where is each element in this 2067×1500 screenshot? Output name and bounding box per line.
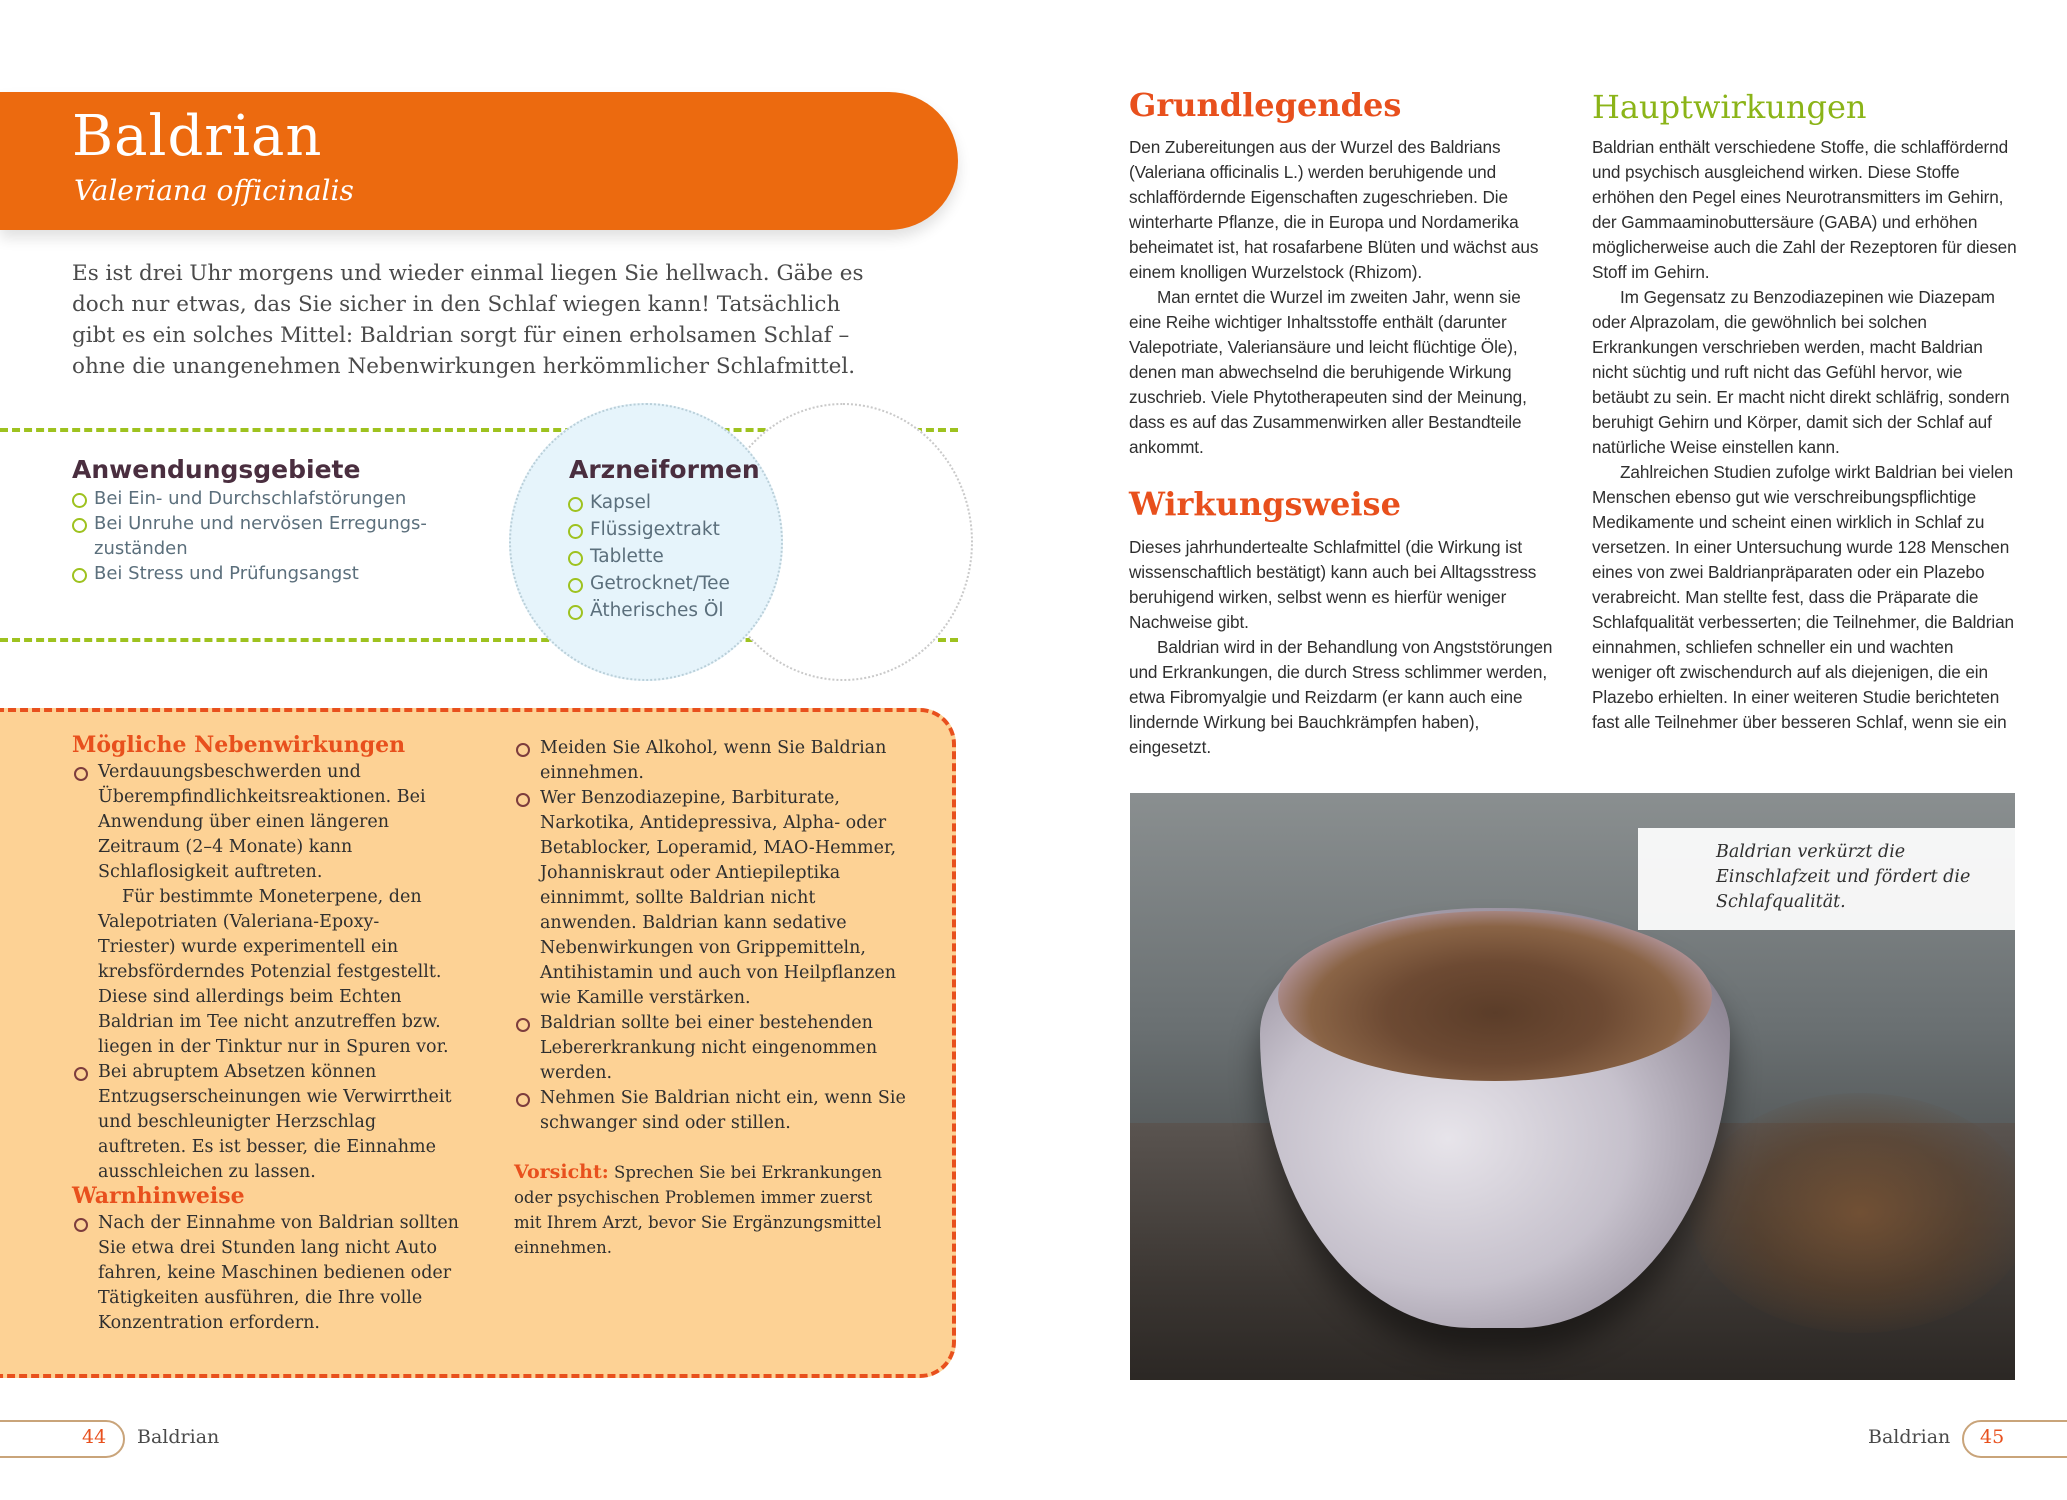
title-banner [0, 92, 958, 230]
paragraph: Baldrian enthält verschiedene Stoffe, die schlaffördernd und psychisch ausgleichend wirken. Diese Stoffe erhöhen den Pegel eines Neurotransmitters im Gehirn, der Gammaaminobuttersäure (GABA) und erhöhen möglicherweise auch die Zahl der Rezeptoren für diesen Stoff im Gehirn. [1592, 137, 2017, 282]
arzneiformen-list [568, 489, 778, 624]
list-item: Kapsel [568, 489, 778, 516]
list-item: Bei Unruhe und nervösen Erregungs-zuständen [72, 511, 452, 561]
warnhinweise-heading: Warnhinweise [72, 1183, 245, 1209]
photo-scattered-root-pieces [1690, 1093, 2015, 1333]
list-item [72, 760, 452, 1060]
vorsicht-label: Vorsicht: [514, 1161, 609, 1183]
list-item: Wer Benzodiazepine, Barbiturate, Narkotika, Antidepressiva, Alpha- oder Betablocker, Loperamid, MAO-Hemmer, Johanniskraut oder Antiepileptika einnimmt, sollte Baldrian nicht anwenden. Baldrian kann sedative Nebenwirkungen von Grippemitteln, Antihistamin und auch von Heilpflanzen wie Kamille verstärken. [514, 786, 914, 1011]
nebenwirkung-text: Verdauungsbeschwerden und Überempfindlichkeitsreaktionen. Bei Anwendung über einen längeren Zeitraum (2–4 Monate) kann Schlaflosigkeit auftreten. [98, 762, 426, 882]
list-item: Tablette [568, 543, 778, 570]
page-number-right: 45 [1980, 1426, 2005, 1448]
arzneiformen-heading: Arzneiformen [569, 455, 760, 484]
nebenwirkungen-list [72, 760, 452, 1185]
latin-name: Valeriana officinalis [74, 174, 354, 207]
page-title: Baldrian [72, 104, 323, 169]
list-item: Bei abruptem Absetzen können Entzugserscheinungen wie Verwirrtheit und beschleunigter Herzschlag auftreten. Es ist besser, die Einnahme ausschleichen zu lassen. [72, 1060, 452, 1185]
paragraph: Im Gegensatz zu Benzodiazepinen wie Diazepam oder Alprazolam, die gewöhnlich bei solchen Erkrankungen verschrieben werden, macht Baldrian nicht süchtig und ruft nicht das Gefühl hervor, wie betäubt zu sein. Er macht nicht direkt schläfrig, sondern beruhigt Gehirn und Körper, damit sich der Schlaf auf natürliche Weise einstellen kann. [1592, 287, 2010, 457]
photo-dried-root-pieces [1278, 911, 1712, 1081]
page-number-tab-right [1962, 1420, 2067, 1458]
paragraph: Den Zubereitungen aus der Wurzel des Baldrians (Valeriana officinalis L.) werden beruhigende und schlaffördernde Eigenschaften zugeschrieben. Die winterharte Pflanze, die in Europa und Nordamerika beheimatet ist, hat rosafarbene Blüten und wächst aus einem knolligen Wurzelstock (Rhizom). [1129, 137, 1539, 282]
running-footer-right: Baldrian [1868, 1426, 1951, 1448]
list-item: Bei Ein- und Durchschlafstörungen [72, 486, 452, 511]
paragraph: Zahlreichen Studien zufolge wirkt Baldrian bei vielen Menschen ebenso gut wie verschreibungspflichtige Medikamente und scheint einen wirklich in Schlaf zu versetzen. In einer Untersuchung wurde 128 Menschen eines von zwei Baldrianpräparaten oder ein Plazebo verabreicht. Man stellte fest, dass die Präparate die Schlafqualität verbesserten; die Teilnehmer, die Baldrian einnahmen, schliefen schneller ein und wachten weniger oft zwischendurch auf als diejenigen, die ein Plazebo erhielten. In einer weiteren Studie berichteten fast alle Teilnehmer über besseren Schlaf, wenn sie ein [1592, 462, 2015, 732]
list-item: Getrocknet/Tee [568, 570, 778, 597]
wirkungsweise-heading: Wirkungsweise [1129, 485, 1401, 523]
paragraph: Baldrian wird in der Behandlung von Angststörungen und Erkrankungen, die durch Stress schlimmer werden, etwa Fibromyalgie und Reizdarm (er kann auch eine lindernde Wirkung bei Bauchkrämpfen haben), eingesetzt. [1129, 637, 1553, 757]
running-footer-left: Baldrian [137, 1426, 220, 1448]
nebenwirkungen-heading: Mögliche Nebenwirkungen [72, 732, 406, 758]
vorsicht-note [514, 1160, 894, 1260]
grundlegendes-heading: Grundlegendes [1129, 86, 1402, 124]
wirkungsweise-text [1129, 535, 1554, 760]
list-item: Meiden Sie Alkohol, wenn Sie Baldrian einnehmen. [514, 736, 914, 786]
paragraph: Man erntet die Wurzel im zweiten Jahr, wenn sie eine Reihe wichtiger Inhaltsstoffe enthält (darunter Valepotriate, Valeriansäure und leicht flüchtige Öle), denen man abwechselnd die beruhigende Wirkung zuschrieb. Viele Phytotherapeuten sind der Meinung, dass es auf das Zusammenwirken aller Bestandteile ankommt. [1129, 287, 1527, 457]
list-item: Nehmen Sie Baldrian nicht ein, wenn Sie schwanger sind oder stillen. [514, 1086, 914, 1136]
grundlegendes-text [1129, 135, 1554, 460]
list-item: Flüssigextrakt [568, 516, 778, 543]
warnhinweise-list-col1 [72, 1211, 462, 1336]
photo-caption: Baldrian verkürzt die Einschlafzeit und fördert die Schlafqualität. [1638, 828, 2018, 930]
list-item: Bei Stress und Prüfungsangst [72, 561, 452, 586]
warnhinweise-list-col2 [514, 736, 914, 1136]
anwendungsgebiete-list [72, 486, 452, 586]
anwendungsgebiete-heading: Anwendungsgebiete [72, 455, 361, 484]
page-number-left: 44 [82, 1426, 107, 1448]
paragraph: Dieses jahrhundertealte Schlafmittel (die Wirkung ist wissenschaftlich bestätigt) kann auch bei Alltagsstress beruhigend wirken, selbst wenn es hierfür weniger Nachweise gibt. [1129, 537, 1537, 632]
vorsicht-text: Sprechen Sie bei Erkrankungen oder psychischen Problemen immer zuerst mit Ihrem Arzt, bevor Sie Ergänzungsmittel einnehmen. [514, 1163, 882, 1257]
list-item: Nach der Einnahme von Baldrian sollten Sie etwa drei Stunden lang nicht Auto fahren, keine Maschinen bedienen oder Tätigkeiten ausführen, die Ihre volle Konzentration erfordern. [72, 1211, 462, 1336]
hauptwirkungen-text [1592, 135, 2017, 735]
intro-paragraph: Es ist drei Uhr morgens und wieder einmal liegen Sie hellwach. Gäbe es doch nur etwas, das Sie sicher in den Schlaf wiegen kann! Tatsächlich gibt es ein solches Mittel: Baldrian sorgt für einen erholsamen Schlaf – ohne die unangenehmen Nebenwirkungen herkömmlicher Schlafmittel. [72, 261, 864, 379]
page-number-tab-left [0, 1420, 125, 1458]
list-item: Baldrian sollte bei einer bestehenden Lebererkrankung nicht eingenommen werden. [514, 1011, 914, 1086]
nebenwirkung-text-continued: Für bestimmte Moneterpene, den Valepotriaten (Valeriana-Epoxy-Triester) wurde experimentell ein krebsförderndes Potenzial festgestellt. Diese sind allerdings beim Echten Baldrian im Tee nicht anzutreffen bzw. liegen in der Tinktur nur in Spuren vor. [98, 887, 449, 1057]
list-item: Ätherisches Öl [568, 597, 778, 624]
hauptwirkungen-heading: Hauptwirkungen [1592, 88, 1867, 126]
